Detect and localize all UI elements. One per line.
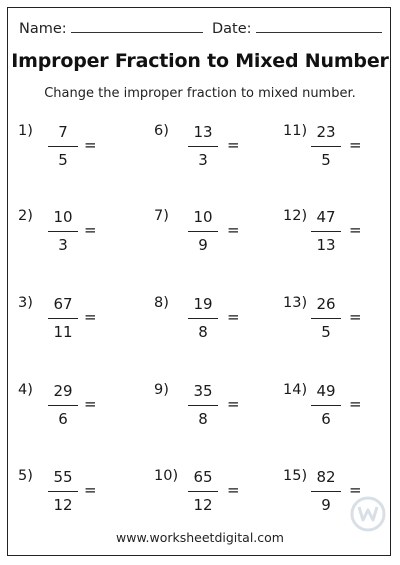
- fraction: [311, 382, 341, 430]
- fraction: [311, 123, 341, 171]
- problem-12: [283, 208, 393, 268]
- problem-7: [154, 208, 264, 268]
- fraction-bar: [188, 146, 218, 147]
- denominator: 11: [53, 323, 73, 341]
- fraction-bar: [48, 146, 78, 147]
- equals-sign: =: [349, 308, 362, 326]
- denominator: 6: [321, 410, 331, 428]
- denominator: 5: [321, 323, 331, 341]
- numerator: 23: [316, 123, 336, 141]
- equals-sign: =: [349, 481, 362, 499]
- equals-sign: =: [349, 221, 362, 239]
- problem-number: 7): [154, 208, 169, 224]
- fraction-bar: [188, 405, 218, 406]
- denominator: 5: [321, 151, 331, 169]
- fraction: [188, 468, 218, 516]
- fraction-bar: [48, 231, 78, 232]
- denominator: 6: [58, 410, 68, 428]
- fraction-bar: [311, 405, 341, 406]
- instructions: Change the improper fraction to mixed number.: [44, 86, 356, 101]
- equals-sign: =: [227, 481, 240, 499]
- name-field: [19, 20, 203, 37]
- equals-sign: =: [227, 221, 240, 239]
- fraction-bar: [311, 318, 341, 319]
- fraction-bar: [311, 231, 341, 232]
- numerator: 10: [193, 208, 213, 226]
- problem-number: 2): [18, 208, 33, 224]
- fraction: [188, 208, 218, 256]
- numerator: 67: [53, 295, 73, 313]
- problem-6: [154, 123, 264, 183]
- fraction: [48, 382, 78, 430]
- problem-number: 14): [283, 382, 308, 398]
- numerator: 26: [316, 295, 336, 313]
- problem-2: [18, 208, 128, 268]
- numerator: 10: [53, 208, 73, 226]
- fraction-bar: [48, 318, 78, 319]
- fraction: [311, 208, 341, 256]
- problem-4: [18, 382, 128, 442]
- equals-sign: =: [227, 136, 240, 154]
- equals-sign: =: [349, 395, 362, 413]
- problem-number: 1): [18, 123, 33, 139]
- problem-number: 3): [18, 295, 33, 311]
- equals-sign: =: [227, 308, 240, 326]
- numerator: 49: [316, 382, 336, 400]
- name-label: Name:: [19, 21, 67, 37]
- website-footer: www.worksheetdigital.com: [116, 530, 284, 545]
- fraction: [48, 208, 78, 256]
- fraction-bar: [311, 146, 341, 147]
- worksheet-digital-logo-icon: [350, 496, 386, 532]
- fraction: [311, 468, 341, 516]
- equals-sign: =: [84, 395, 97, 413]
- problem-number: 15): [283, 468, 308, 484]
- numerator: 35: [193, 382, 213, 400]
- fraction: [188, 382, 218, 430]
- denominator: 8: [198, 410, 208, 428]
- fraction: [311, 295, 341, 343]
- problem-number: 8): [154, 295, 169, 311]
- equals-sign: =: [349, 136, 362, 154]
- denominator: 3: [58, 236, 68, 254]
- equals-sign: =: [84, 481, 97, 499]
- denominator: 9: [321, 496, 331, 514]
- numerator: 29: [53, 382, 73, 400]
- fraction-bar: [188, 231, 218, 232]
- denominator: 5: [58, 151, 68, 169]
- fraction: [48, 295, 78, 343]
- fraction-bar: [188, 491, 218, 492]
- numerator: 47: [316, 208, 336, 226]
- fraction: [188, 123, 218, 171]
- problem-14: [283, 382, 393, 442]
- problem-number: 11): [283, 123, 308, 139]
- denominator: 12: [193, 496, 213, 514]
- denominator: 8: [198, 323, 208, 341]
- problem-number: 5): [18, 468, 33, 484]
- problem-10: [154, 468, 264, 528]
- problem-number: 12): [283, 208, 308, 224]
- problem-5: [18, 468, 128, 528]
- problem-number: 13): [283, 295, 308, 311]
- equals-sign: =: [84, 136, 97, 154]
- problem-3: [18, 295, 128, 355]
- numerator: 55: [53, 468, 73, 486]
- problem-number: 10): [154, 468, 179, 484]
- fraction-bar: [48, 405, 78, 406]
- date-blank-line: [256, 20, 382, 33]
- fraction: [48, 468, 78, 516]
- date-label: Date:: [212, 21, 252, 37]
- problem-number: 9): [154, 382, 169, 398]
- fraction-bar: [188, 318, 218, 319]
- equals-sign: =: [227, 395, 240, 413]
- page-title: Improper Fraction to Mixed Number: [11, 50, 389, 72]
- problem-number: 4): [18, 382, 33, 398]
- fraction-bar: [48, 491, 78, 492]
- fraction: [48, 123, 78, 171]
- problem-number: 6): [154, 123, 169, 139]
- denominator: 3: [198, 151, 208, 169]
- numerator: 13: [193, 123, 213, 141]
- denominator: 9: [198, 236, 208, 254]
- denominator: 12: [53, 496, 73, 514]
- date-field: [212, 20, 382, 37]
- fraction: [188, 295, 218, 343]
- problem-1: [18, 123, 128, 183]
- denominator: 13: [316, 236, 336, 254]
- problem-11: [283, 123, 393, 183]
- name-blank-line: [71, 20, 203, 33]
- equals-sign: =: [84, 308, 97, 326]
- numerator: 7: [58, 123, 68, 141]
- numerator: 65: [193, 468, 213, 486]
- numerator: 19: [193, 295, 213, 313]
- problem-9: [154, 382, 264, 442]
- problem-8: [154, 295, 264, 355]
- problem-13: [283, 295, 393, 355]
- equals-sign: =: [84, 221, 97, 239]
- fraction-bar: [311, 491, 341, 492]
- numerator: 82: [316, 468, 336, 486]
